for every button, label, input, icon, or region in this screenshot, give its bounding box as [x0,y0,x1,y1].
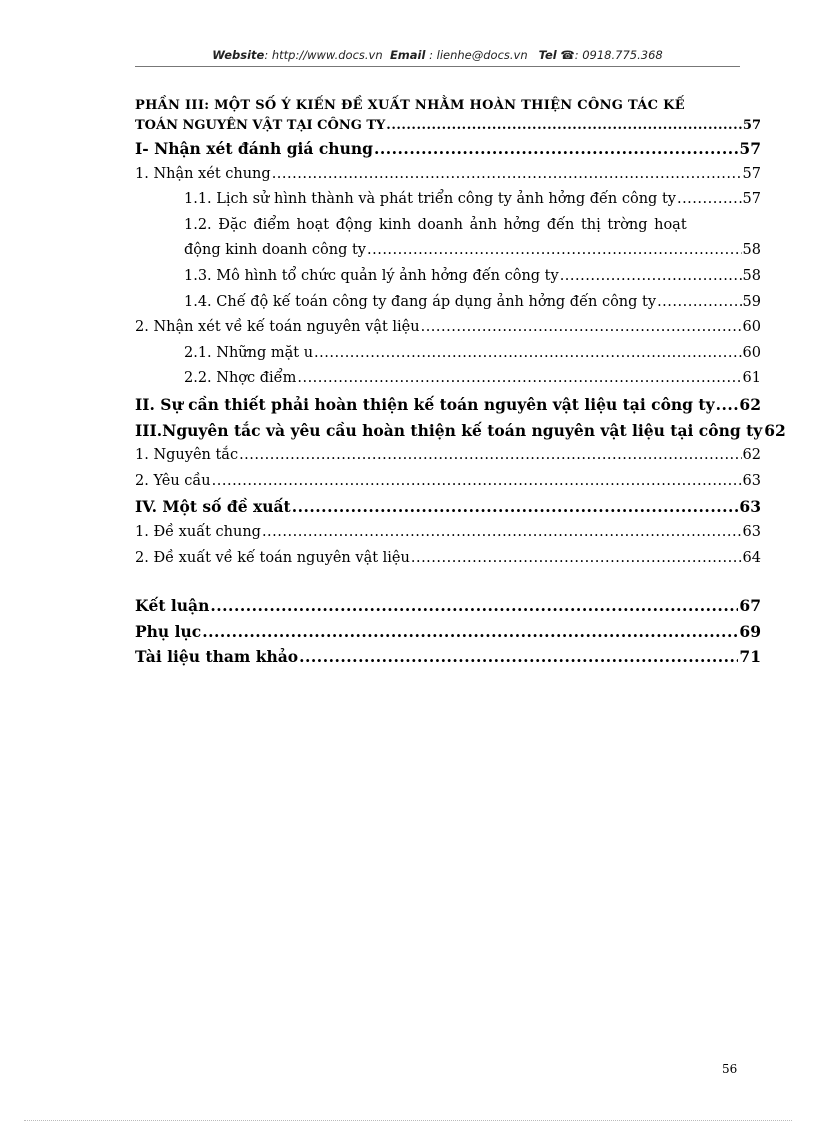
toc-page-number: 63 [742,472,761,489]
toc-entry-1-2[interactable] [135,238,761,264]
toc-entry-section-I[interactable] [135,136,761,162]
toc-entry-1-2-line1[interactable]: 1.2. Đặc điểm hoạt động kinh doanh ảnh hởng đến thị trờng hoạt [184,216,687,233]
toc-entry-2-2[interactable] [135,366,761,392]
toc-page-number: 64 [742,549,761,566]
toc-entry-title: 2. Đề xuất về kế toán nguyên vật liệu [135,549,410,566]
tel-label: Tel [538,48,557,62]
toc-page-number: 57 [742,191,761,208]
toc-entry-title: 1.3. Mô hình tổ chức quản lý ảnh hởng đến công ty [184,267,559,284]
toc-page-number: 60 [742,344,761,361]
toc-entry-section-II[interactable] [135,392,761,418]
toc-page-number: 58 [742,267,761,284]
toc-page-number: 71 [739,647,761,667]
toc-entry-title: 1. Nhận xét chung [135,165,271,182]
toc-leader-dots [262,520,742,546]
table-of-contents [135,96,786,670]
phone-icon: ☎ [560,48,575,62]
toc-entry-1[interactable] [135,162,761,188]
footer-divider [24,1120,792,1121]
header-divider [135,66,740,67]
toc-leader-dots [421,315,742,341]
toc-page-number: 69 [739,621,761,641]
toc-entry-title: Kết luận [135,596,210,616]
toc-page-number: 63 [742,523,761,540]
toc-entry-conclusion[interactable] [135,593,761,619]
toc-entry-section-IV[interactable] [135,494,761,520]
toc-leader-dots [411,546,742,572]
toc-entry-1-3[interactable] [135,264,761,290]
toc-page-number: 62 [739,394,761,414]
website-url[interactable]: : http://www.docs.vn [264,48,383,62]
toc-leader-dots [210,593,738,619]
toc-entry-title: 2. Nhận xét về kế toán nguyên vật liệu [135,319,420,336]
toc-page-number: 57 [742,165,761,182]
toc-leader-dots [657,290,741,316]
toc-page-number: 58 [742,242,761,259]
toc-page-number: 62 [764,420,786,440]
phone-number: : 0918.775.368 [574,48,663,62]
toc-entry-III-2[interactable] [135,469,761,495]
toc-entry-title: động kinh doanh công ty [184,242,366,259]
toc-leader-dots [202,619,738,645]
toc-page-number: 62 [742,447,761,464]
toc-entry-title: 2. Yêu cầu [135,472,211,489]
toc-entry-IV-1[interactable] [135,520,761,546]
toc-entry-III-1[interactable] [135,443,761,469]
toc-part3-title-line1: PHẦN III: MỘT SỐ Ý KIẾN ĐỀ XUẤT NHẰM HOÀN THIỆN CÔNG TÁC KẾ [135,98,685,113]
toc-entry-2-1[interactable] [135,341,761,367]
toc-page-number: 61 [742,370,761,387]
toc-page-number: 59 [742,293,761,310]
toc-page-number: 67 [739,596,761,616]
toc-leader-dots [299,644,738,670]
website-label: Website [212,48,265,62]
toc-entry-title: III.Nguyên tắc và yêu cầu hoàn thiện kế toán nguyên vật liệu tại công ty [135,420,763,440]
toc-leader-dots [212,469,742,495]
toc-entry-title: Phụ lục [135,621,202,641]
toc-entry-part3[interactable] [135,116,761,136]
toc-entry-2[interactable] [135,315,761,341]
toc-leader-dots [386,116,742,136]
toc-entry-title: 2.2. Nhợc điểm [184,370,297,387]
toc-entry-title: 1.4. Chế độ kế toán công ty đang áp dụng ảnh hởng đến công ty [184,293,657,310]
toc-leader-dots [272,162,742,188]
toc-entry-IV-2[interactable] [135,546,761,572]
toc-entry-section-III[interactable] [135,418,786,444]
email-address[interactable]: : lienhe@docs.vn [425,48,528,62]
toc-entry-title: 1.1. Lịch sử hình thành và phát triển công ty ảnh hởng đến công ty [184,191,676,208]
toc-entry-title: Tài liệu tham khảo [135,647,299,667]
toc-leader-dots [374,136,738,162]
toc-leader-dots [677,187,742,213]
toc-entry-title: IV. Một số đề xuất [135,497,291,517]
toc-page-number: 63 [739,497,761,517]
page-number: 56 [722,1062,738,1076]
toc-leader-dots [314,341,742,367]
toc-leader-dots [560,264,742,290]
toc-entry-references[interactable] [135,644,761,670]
toc-entry-title: 2.1. Những mặt u [184,344,314,361]
toc-entry-title: I- Nhận xét đánh giá chung [135,139,373,158]
toc-leader-dots [239,443,741,469]
toc-page-number: 57 [739,139,761,158]
toc-entry-title: 1. Đề xuất chung [135,523,261,540]
toc-entry-1-1[interactable] [135,187,761,213]
toc-leader-dots [716,392,739,418]
toc-entry-1-4[interactable] [135,290,761,316]
email-label: Email [389,48,426,62]
toc-entry-title: TOÁN NGUYÊN VẬT TẠI CÔNG TY [135,118,386,133]
toc-entry-title: II. Sự cần thiết phải hoàn thiện kế toán nguyên vật liệu tại công ty [135,394,715,414]
toc-entry-appendix[interactable] [135,619,761,645]
toc-page-number: 57 [742,118,761,133]
toc-page-number: 60 [742,319,761,336]
toc-entry-title: 1. Nguyên tắc [135,447,239,464]
page-header [135,48,740,62]
toc-spacer [135,571,761,593]
toc-leader-dots [297,366,741,392]
toc-leader-dots [367,238,742,264]
toc-leader-dots [292,494,739,520]
